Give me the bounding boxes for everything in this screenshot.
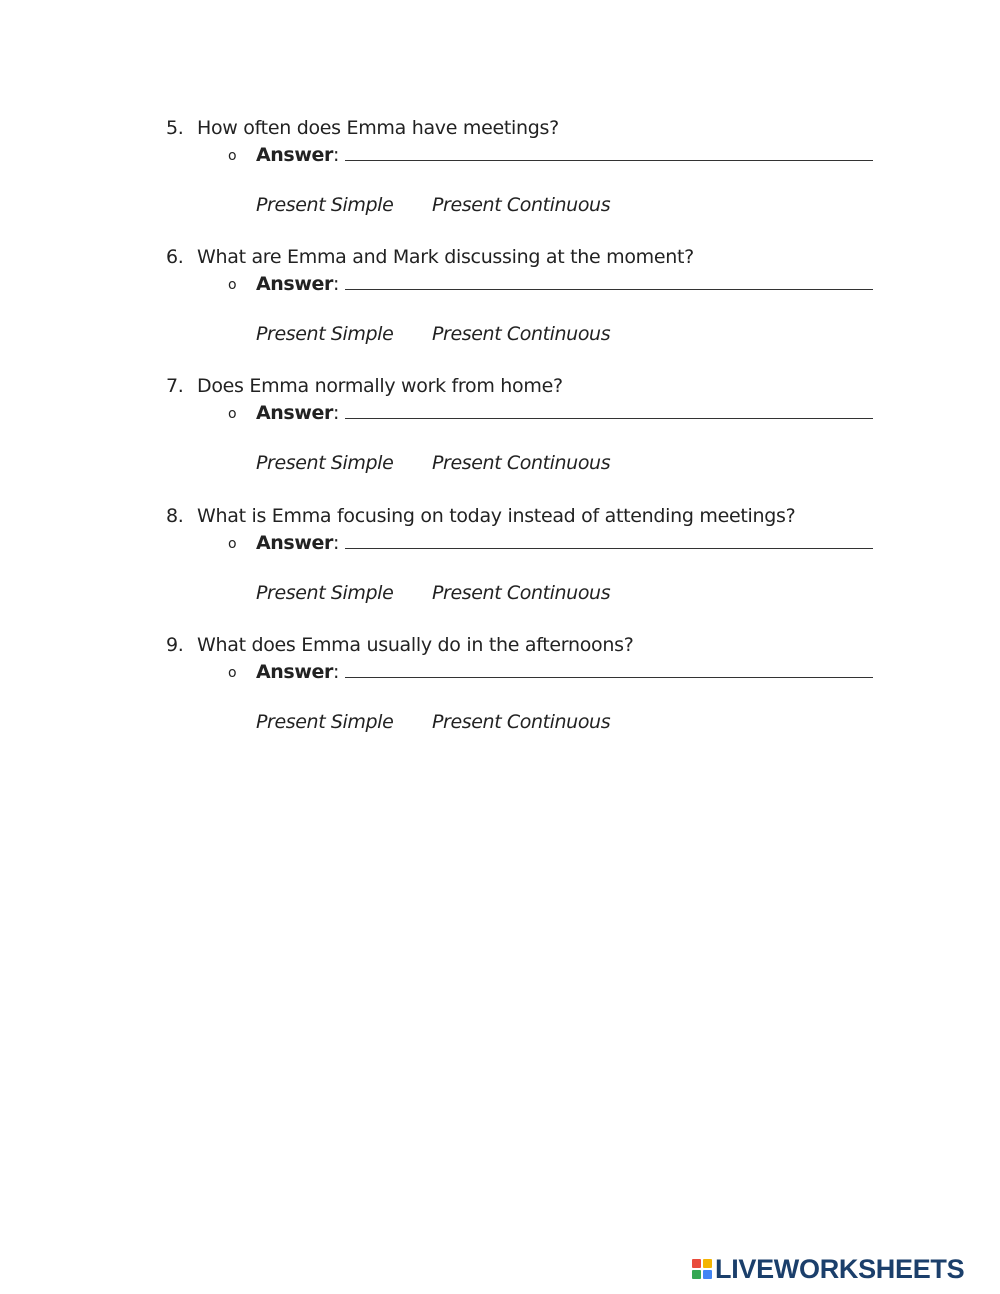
question-number: 5.: [166, 117, 184, 139]
option-present-simple[interactable]: Present Simple: [256, 582, 394, 604]
question-text-line: [166, 116, 559, 140]
tense-options: [256, 710, 610, 734]
answer-blank[interactable]: [345, 659, 873, 678]
bullet-icon: o: [228, 276, 237, 293]
answer-colon: :: [332, 144, 340, 166]
option-present-continuous[interactable]: Present Continuous: [432, 323, 611, 345]
question-number: 7.: [166, 375, 184, 397]
answer-label: Answer: [256, 273, 333, 295]
liveworksheets-logo-icon: [692, 1259, 712, 1279]
answer-blank[interactable]: [345, 530, 873, 549]
bullet-icon: o: [228, 664, 237, 681]
question-8: [166, 504, 886, 634]
answer-label: Answer: [256, 144, 333, 166]
question-text-line: [166, 633, 633, 657]
logo-tile: [703, 1259, 712, 1268]
question-5: [166, 116, 886, 246]
question-number: 8.: [166, 505, 184, 527]
question-text: Does Emma normally work from home?: [197, 375, 563, 397]
answer-label: Answer: [256, 661, 333, 683]
bullet-icon: o: [228, 147, 237, 164]
question-text-line: [166, 374, 563, 398]
option-present-simple[interactable]: Present Simple: [256, 323, 394, 345]
option-present-simple[interactable]: Present Simple: [256, 711, 394, 733]
answer-label: Answer: [256, 532, 333, 554]
question-text: How often does Emma have meetings?: [197, 117, 559, 139]
logo-text: LIVEWORKSHEETS: [715, 1253, 965, 1284]
bullet-icon: o: [228, 535, 237, 552]
option-present-continuous[interactable]: Present Continuous: [432, 194, 611, 216]
answer-colon: :: [332, 661, 340, 683]
question-text: What is Emma focusing on today instead of attending meetings?: [197, 505, 796, 527]
logo-tile: [692, 1270, 701, 1279]
question-6: [166, 245, 886, 375]
logo-tile: [692, 1259, 701, 1268]
question-number: 6.: [166, 246, 184, 268]
answer-blank[interactable]: [345, 271, 873, 290]
tense-options: [256, 193, 610, 217]
option-present-continuous[interactable]: Present Continuous: [432, 582, 611, 604]
bullet-icon: o: [228, 405, 237, 422]
answer-row: [228, 271, 873, 298]
answer-row: [228, 659, 873, 686]
answer-row: [228, 400, 873, 427]
question-text: What does Emma usually do in the afternoons?: [197, 634, 634, 656]
option-present-simple[interactable]: Present Simple: [256, 452, 394, 474]
answer-blank[interactable]: [345, 142, 873, 161]
question-7: [166, 374, 886, 504]
question-text-line: [166, 504, 795, 528]
tense-options: [256, 581, 610, 605]
answer-colon: :: [332, 402, 340, 424]
question-text: What are Emma and Mark discussing at the moment?: [197, 246, 694, 268]
answer-label: Answer: [256, 402, 333, 424]
answer-row: [228, 142, 873, 169]
logo-tile: [703, 1270, 712, 1279]
option-present-continuous[interactable]: Present Continuous: [432, 711, 611, 733]
question-9: [166, 633, 886, 763]
question-text-line: [166, 245, 694, 269]
tense-options: [256, 322, 610, 346]
option-present-simple[interactable]: Present Simple: [256, 194, 394, 216]
answer-colon: :: [332, 532, 340, 554]
question-number: 9.: [166, 634, 184, 656]
answer-blank[interactable]: [345, 400, 873, 419]
tense-options: [256, 451, 610, 475]
answer-colon: :: [332, 273, 340, 295]
answer-row: [228, 530, 873, 557]
liveworksheets-logo: [692, 1254, 964, 1284]
option-present-continuous[interactable]: Present Continuous: [432, 452, 611, 474]
